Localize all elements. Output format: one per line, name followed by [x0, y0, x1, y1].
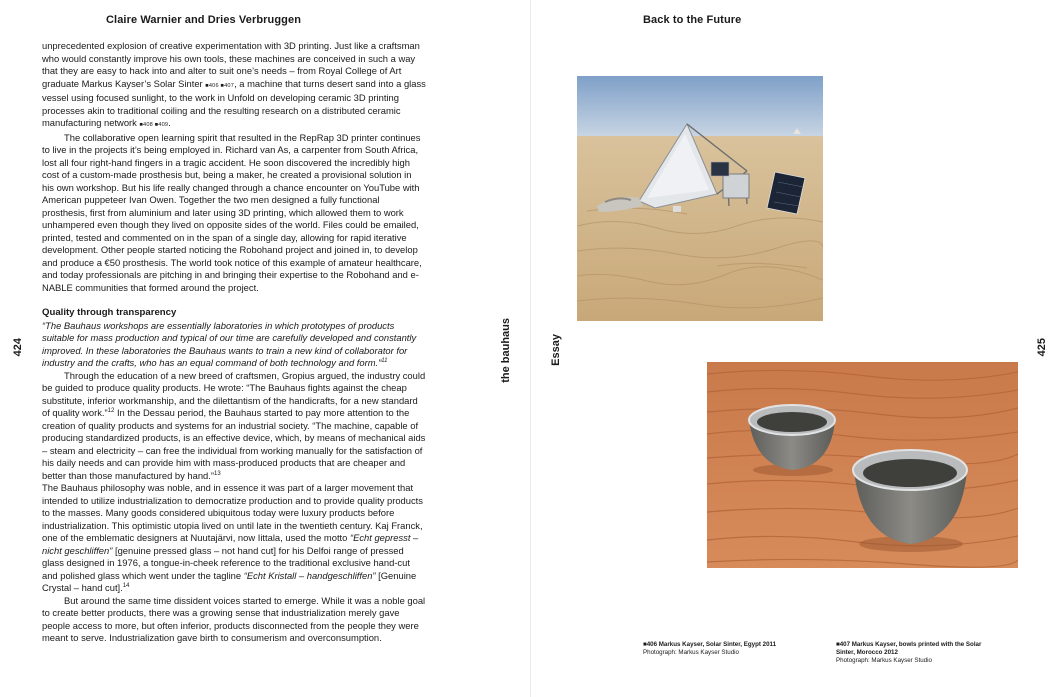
photo-credit: Photograph: Markus Kayser Studio [836, 657, 932, 664]
footnote-ref: 11 [381, 357, 388, 364]
gutter [530, 0, 531, 697]
running-head-left: Claire Warnier and Dries Verbruggen [106, 14, 302, 26]
essay-body [42, 40, 426, 645]
page-number-right: 425 [1036, 338, 1048, 357]
footnote-ref: 14 [122, 582, 130, 589]
figure-caption-406 [643, 641, 813, 657]
caption-title: ■406 Markus Kayser, Solar Sinter, Egypt 2011 [643, 641, 777, 648]
paragraph-1: unprecedented explosion of creative experimentation with 3D printing. Just like a craftsman who would constantly improve his own tools, these machines are conceived in such a way that they are easy to hack into and alter to suit one’s needs – from Royal College of Art graduate Markus Kayser’s Solar Sinter ■406 ■407, a machine that turns desert sand into a glass vessel using focused sunlight, to the work in Unfold on developing ceramic 3D printing processes akin to traditional coiling and the resulting research on a distributed ceramic manufacturing network ■408 ■409. [42, 40, 426, 128]
book-title-tab: the bauhaus [500, 318, 512, 383]
figure-reference: ■406 ■407 [205, 82, 235, 89]
paragraph-2: The collaborative open learning spirit that resulted in the RepRap 3D printer continues to live in the projects it’s being employed in. Richard van As, a carpenter from South Africa, lost all four right-hand fingers in a tragic accident. He soon discovered the incredibly high cost of a custom-made prosthesis but, being a maker, he created a provisional solution in his own workshop. But his life really changed through a chance encounter on YouTube with American puppeteer Ivan Owen. Together the two men designed a fully functional prosthesis, first from aluminium and later using 3D printing, which allowed them to work unhampered even though they lived on opposite sides of the world. Files could be emailed, printed, tested and commented on in the span of a single day, allowing for rapid iterative development. Other people started noticing the Robohand project and joined in, to develop and produce a €50 prosthesis. The world took notice of this example of amateur healthcare, and today professionals are pitching in and bringing their expertise to the Robohand and e-NABLE communities that formed around the project. [42, 131, 422, 293]
bowls-illustration [707, 362, 1018, 568]
solar-sinter-photo [577, 76, 823, 321]
running-head-right: Back to the Future [643, 14, 742, 26]
footnote-ref: 13 [214, 470, 221, 477]
sintered-bowls-photo [707, 362, 1018, 568]
solar-sinter-illustration [577, 76, 823, 321]
bauhaus-quote: “The Bauhaus workshops are essentially laboratories in which prototypes of products suitable for mass production and typical of our time are carefully developed and constantly improved. In these laboratories the Bauhaus wants to train a new kind of collaborator for industry and the crafts, who has an equal command of both technology and form.”$^{11}$ [42, 319, 417, 368]
photo-credit: Photograph: Markus Kayser Studio [643, 649, 739, 656]
footnote-ref: 12 [107, 407, 115, 414]
figure-reference: ■408 ■409 [139, 122, 169, 128]
caption-title: ■407 Markus Kayser, bowls printed with the Solar Sinter, Morocco 2012 [836, 641, 982, 656]
page-number-left: 424 [12, 338, 24, 357]
paragraph-4: The Bauhaus philosophy was noble, and in essence it was part of a larger movement that intended to utilize industrialization to democratize production and to provide quality products to the masses. Many goods considered ubiquitous today were luxury products before industrialization. This optimistic utopia lived on until late in the twentieth century. Kaj Franck, one of the emblematic designers at Nuutajärvi, now Iittala, used the motto “Echt gepresst – nicht geschliffen” [genuine pressed glass – not hand cut] for his Delfoi range of pressed glass designed in 1976, a tongue-in-cheek reference to the traditional exclusive hand-cut and polished glass which went under the tagline “Echt Kristall – handgeschliffen” [Genuine Crystal – hand cut].$^{14}$ [42, 482, 423, 593]
paragraph-3: Through the education of a new breed of craftsmen, Gropius argued, the industry could be guided to produce quality products. He wrote: “The Bauhaus fights against the cheap substitute, inferior workmanship, and the dilettantism of the handicrafts, for a new standard of quality work.”$^{12}$ In the Dessau period, the Bauhaus started to pay more attention to the creation of quality products and systems for an industrial society. “The machine, capable of producing standardized products, is an effective device, which, by means of mechanical aids – steam and electricity – can free the individual from working manually for the satisfaction of his daily needs and can provide him with mass-produced products that are cheaper and better than those manufactured by hand.”$^{13}$ [42, 369, 426, 481]
section-tab: Essay [550, 334, 562, 366]
figure-caption-407 [836, 641, 996, 665]
paragraph-5: But around the same time dissident voices started to emerge. While it was a noble goal to create better products, there was a growing sense that industrialization merely gave people access to more, but often inferior, products disconnected from the people they were meant to serve. Industrialization gave birth to consumerism and overconsumption. [42, 594, 426, 643]
section-heading: Quality through transparency [42, 307, 177, 318]
